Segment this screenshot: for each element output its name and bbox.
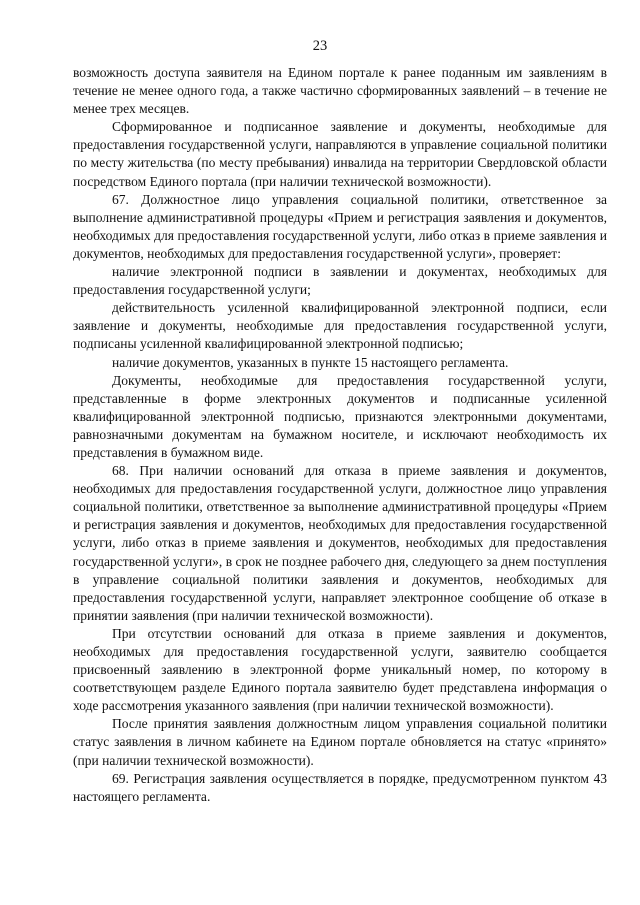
page-number: 23 [312, 38, 328, 54]
paragraph-no-grounds: При отсутствии оснований для отказа в приеме заявления и документов, необходимых для предоставления государственной услуги, заявителю сообщается присвоенный заявлению в электронной форме уникальный номер, по которому в соответствующем разделе Единого портала заявителю будет представлена информация о ходе рассмотрения указанного заявления (при наличии технической возможности). [73, 625, 607, 714]
document-body [73, 64, 607, 806]
paragraph-69: 69. Регистрация заявления осуществляется в порядке, предусмотренном пунктом 43 настоящего регламента. [73, 770, 607, 804]
paragraph-67-item-signature: наличие электронной подписи в заявлении и документах, необходимых для предоставления государственной услуги; [73, 264, 607, 298]
paragraph-electronic-documents: Документы, необходимые для предоставления государственной услуги, представленные в форме электронных документов и подписанные усиленной квалифицированной электронной подписью, признаются электронными документами, равнозначными документам на бумажном носителе, и исключают необходимость их представления в бумажном виде. [73, 372, 607, 460]
paragraph-continuation: возможность доступа заявителя на Едином портале к ранее поданным им заявлениям в течение не менее одного года, а также частично сформированных заявлений – в течение не менее трех месяцев. [73, 65, 607, 117]
paragraph-status-update: После принятия заявления должностным лицом управления социальной политики статус заявления в личном кабинете на Едином портале обновляется на статус «принято» (при наличии технической возможности). [73, 716, 607, 768]
paragraph-67: 67. Должностное лицо управления социальной политики, ответственное за выполнение административной процедуры «Прием и регистрация заявления и документов, необходимых для предоставления государственной услуги, либо отказ в приеме заявления и документов, необходимых для предоставления государственной услуги», проверяет: [73, 191, 607, 261]
paragraph-68: 68. При наличии оснований для отказа в приеме заявления и документов, необходимых для предоставления государственной услуги, должностное лицо управления социальной политики, ответственное за выполнение административной процедуры «Прием и регистрация заявления и документов, необходимых для предоставления государственной услуги, либо отказ в приеме заявления и документов, необходимых для предоставления государственной услуги», в срок не позднее рабочего дня, следующего за днем поступления в управление социальной политики заявления и документов, необходимых для предоставления государственной услуги, направляет электронное сообщение об отказе в принятии заявления (при наличии технической возможности). [73, 463, 607, 623]
paragraph-submission: Сформированное и подписанное заявление и документы, необходимые для предоставления государственной услуги, направляются в управление социальной политики по месту жительства (по месту пребывания) инвалида на территории Свердловской области посредством Единого портала (при наличии технической возможности). [73, 119, 607, 189]
paragraph-67-item-validity: действительность усиленной квалифицированной электронной подписи, если заявление и документы, необходимые для предоставления государственной услуги, подписаны усиленной квалифицированной электронной подписью; [73, 300, 607, 352]
paragraph-67-item-documents: наличие документов, указанных в пункте 15 настоящего регламента. [112, 354, 509, 370]
